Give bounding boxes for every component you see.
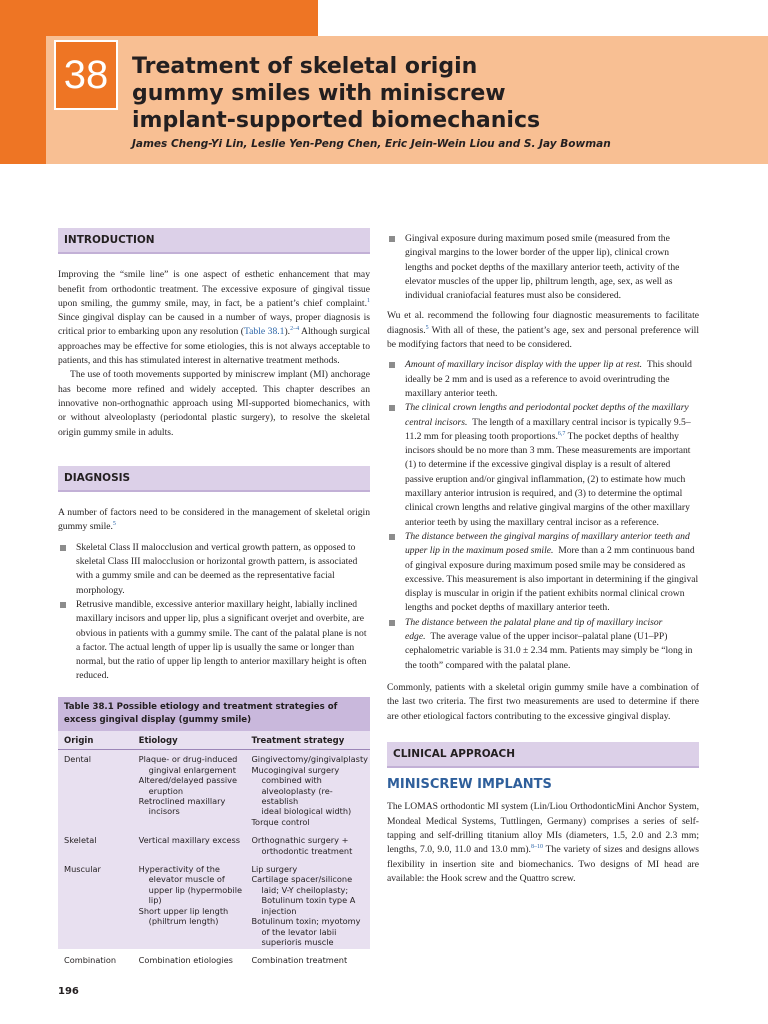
chapter-title-line: Treatment of skeletal origin <box>132 54 478 79</box>
cell-line: elevator muscle of <box>148 874 225 885</box>
header-orange-strip <box>0 0 318 36</box>
intro-text: ). <box>284 326 291 338</box>
chapter-authors: James Cheng-Yi Lin, Leslie Yen-Peng Chen, Eric Jein-Wein Liou and S. Jay Bowman <box>132 138 611 150</box>
right-column <box>387 228 699 886</box>
cell-line: (philtrum length) <box>148 916 219 927</box>
list-item <box>58 598 370 684</box>
treatment-cell <box>245 750 370 831</box>
cell-line: Combination treatment <box>251 955 348 966</box>
measurement-text: The average value of the upper incisor–palatal plane (U1–PP) cephalometric variable is 31.0 ± 2.34 mm. Patients may simply be “long in the tooth” compared with the palatal plane. <box>405 631 693 671</box>
measurement-text: More than a 2 mm continuous band of gingival exposure during maximum posed smile may be considered as excessive. This measurement is also important in determining if the gingival display is muscular in origin if the patient exhibits normal clinical crown lengths and pocket depths of maxillary anterior teeth. <box>405 545 699 614</box>
bullet-icon <box>389 362 395 368</box>
bullet-icon <box>389 620 395 626</box>
measurements-bullet-list <box>387 358 699 673</box>
cell-line: Botulinum toxin type A <box>261 895 356 906</box>
measurement-lead: The distance between the palatal plane and tip of maxillary incisor edge. <box>405 616 663 643</box>
origin-cell: Muscular <box>64 864 101 875</box>
cell-line: Lip surgery <box>251 864 298 875</box>
paragraph-text: The LOMAS orthodontic MI system (Lin/Liou OrthodonticMini Anchor System, Mondeal Medical Systems, Tuttlingen, Germany) comprises a series of self-tapping and self-drilling titanium alloy MIs (diameters, 1.5, 2.0 and 2.3 mm; lengths, 7.0, 9.0, 11.0 and 13.0 mm). <box>387 801 699 856</box>
reference-marker[interactable]: 5 <box>425 324 429 331</box>
table-row <box>58 750 370 831</box>
etiology-cell <box>133 951 246 969</box>
measurement-lead: The clinical crown lengths and periodontal pocket depths of the maxillary central incisors. <box>405 402 689 428</box>
treatment-cell <box>245 860 370 951</box>
bullet-icon <box>60 545 66 551</box>
reference-marker[interactable]: 6,7 <box>557 430 566 437</box>
cell-line: injection <box>261 905 297 916</box>
introduction-paragraph <box>58 268 370 368</box>
factors-bullet-list <box>387 232 699 303</box>
cell-line: combined with <box>261 775 322 786</box>
origin-cell: Combination <box>64 955 117 966</box>
table-38-1 <box>58 697 370 966</box>
cell-line: lip) <box>148 895 162 906</box>
cell-line: Botulinum toxin; myotomy <box>251 916 361 927</box>
cell-line: Short upper lip length <box>138 905 229 916</box>
cell-line: incisors <box>148 806 180 817</box>
cell-line: laid; V-Y cheiloplasty; <box>261 884 349 895</box>
cell-line: Gingivectomy/gingivalplasty <box>251 754 368 765</box>
cell-line: Cartilage spacer/silicone <box>251 874 353 885</box>
clinical-approach-heading: CLINICAL APPROACH <box>387 742 699 768</box>
reference-marker[interactable]: 8–10 <box>530 844 543 851</box>
origin-cell: Dental <box>64 754 92 765</box>
measurement-text: The pocket depths of healthy incisors should be no more than 3 mm. These measurements are important (1) to determine if the excessive gingival display is a result of altered passive eruption and/or gingival inflammation, (2) to estimate how much maxillary anterior intrusion is required, and (3) to determine the optimal clinical crown lengths and relative gingival margins of the other maxillary anterior teeth by using the maxillary central incisor as a reference. <box>405 430 691 528</box>
chapter-title-line: implant-supported biomechanics <box>132 108 541 133</box>
reference-marker[interactable]: 5 <box>112 521 116 528</box>
measurement-text: This should ideally be 2 mm and is used as a reference to avoid overintruding the maxillary anterior teeth. <box>405 359 692 399</box>
cell-line: Retroclined maxillary <box>138 796 226 807</box>
list-item <box>387 358 699 401</box>
chapter-title <box>132 53 692 134</box>
table-38-1-link[interactable]: Table 38.1 <box>243 326 285 338</box>
list-item <box>387 232 699 303</box>
list-item <box>387 401 699 530</box>
diagnosis-bullet-list <box>58 541 370 684</box>
cell-line: Mucogingival surgery <box>251 764 340 775</box>
lomas-paragraph <box>387 800 699 886</box>
cell-line: Torque control <box>251 816 310 827</box>
chapter-number: 38 <box>54 40 118 110</box>
cell-line: Plaque- or drug-induced <box>138 754 238 765</box>
cell-line: orthodontic treatment <box>261 845 353 856</box>
cell-line: of the levator labii <box>261 926 337 937</box>
cell-line: superioris muscle <box>261 936 334 947</box>
cell-line: Orthognathic surgery + <box>251 835 349 846</box>
cell-line: upper lip (hypermobile <box>148 884 243 895</box>
introduction-paragraph: The use of tooth movements supported by miniscrew implant (MI) anchorage has become more refined and widely accepted. This chapter describes an innovative non-orthognathic approach using MI-supported biomechanics, with or without alveoloplasty (periodontal plastic surgery), to resolve the skeletal origin gummy smile in adults. <box>58 369 370 438</box>
bullet-icon <box>389 236 395 242</box>
treatment-cell <box>245 831 370 860</box>
table-row <box>58 860 370 951</box>
etiology-cell <box>133 860 246 951</box>
cell-line: gingival enlargement <box>148 764 236 775</box>
bullet-icon <box>389 534 395 540</box>
paragraph-text: The variety of sizes and designs allows flexibility in insertion site and biomechanics. Two designs of MI head are available: the Hook screw and the Quattro screw. <box>387 844 699 884</box>
list-item <box>58 541 370 598</box>
cell-line: alveoloplasty (re-establish <box>261 785 333 807</box>
table-row <box>58 951 370 969</box>
diagnosis-heading: DIAGNOSIS <box>58 466 370 492</box>
column-header: Origin <box>58 731 133 750</box>
paragraph-text: Wu et al. recommend the following four diagnostic measurements to facilitate diagnosis. <box>387 310 699 336</box>
list-item <box>387 616 699 673</box>
miniscrew-implants-heading: MINISCREW IMPLANTS <box>387 777 552 793</box>
treatment-cell <box>245 951 370 969</box>
bullet-icon <box>389 405 395 411</box>
measurement-lead: The distance between the gingival margins of maxillary anterior teeth and upper lip in the maximum posed smile. <box>405 530 690 557</box>
list-item <box>387 530 699 616</box>
paragraph-text: With all of these, the patient’s age, sex and personal preference will be modifying factors that need to be considered. <box>387 324 699 351</box>
cell-line: Combination etiologies <box>138 955 233 966</box>
list-item-text: Retrusive mandible, excessive anterior maxillary height, labially inclined maxillary incisors and upper lip, plus a significant overjet and overbite, are obvious in patients with a gummy smile. The cant of the palatal plane is not a factor. The actual length of upper lip is usually the same or longer than normal, but the ratio of upper lip length to anterior maxillary height is often reduced. <box>76 598 367 682</box>
etiology-cell <box>133 750 246 831</box>
intro-text: Although surgical approaches may be effective for some etiologies, this is not always acceptable to patients, and this has stimulated interest in alternative treatment methods. <box>58 326 371 367</box>
etiology-table <box>58 731 370 970</box>
reference-marker[interactable]: 2–4 <box>290 326 300 333</box>
diagnosis-text: A number of factors need to be considered in the management of skeletal origin gummy smile. <box>58 507 370 533</box>
list-item-text: Skeletal Class II malocclusion and vertical growth pattern, as opposed to skeletal Class III malocclusion or horizontal growth pattern, is associated with a gummy smile and can be deemed as the representative facial morphology. <box>76 541 358 596</box>
cell-line: Vertical maxillary excess <box>138 835 241 846</box>
cell-line: Altered/delayed passive <box>138 775 238 786</box>
measurement-lead: Amount of maxillary incisor display with the upper lip at rest. <box>405 359 643 371</box>
column-header: Treatment strategy <box>245 731 370 750</box>
table-row <box>58 831 370 860</box>
chapter-title-line: gummy smiles with miniscrew <box>132 81 506 106</box>
table-header-row <box>58 731 370 750</box>
etiology-cell <box>133 831 246 860</box>
page-number: 196 <box>58 986 79 997</box>
header-orange-sidebar <box>0 36 46 164</box>
column-header: Etiology <box>133 731 246 750</box>
table-caption: Table 38.1 Possible etiology and treatment strategies of excess gingival display (gummy smile) <box>58 697 370 731</box>
origin-cell: Skeletal <box>64 835 97 846</box>
cell-line: Hyperactivity of the <box>138 864 220 875</box>
intro-text: Since gingival display can be caused in a number of ways, proper diagnosis is critical prior to embarking upon any resolution ( <box>58 312 370 338</box>
left-column <box>58 228 370 690</box>
reference-marker[interactable]: 1 <box>367 297 370 304</box>
intro-text: Improving the “smile line” is one aspect of esthetic enhancement that may benefit from orthodontic treatment. The excessive exposure of gingival tissue upon smiling, the gummy smile, may, in fact, be a patient’s chief complaint. <box>58 269 370 309</box>
wu-paragraph <box>387 309 699 352</box>
bullet-icon <box>60 602 66 608</box>
diagnosis-paragraph <box>58 506 370 535</box>
introduction-heading: INTRODUCTION <box>58 228 370 254</box>
common-paragraph: Commonly, patients with a skeletal origin gummy smile have a combination of the last two criteria. The first two measurements are used to determine if there are other etiological factors contributing to the excessive gingival display. <box>387 681 699 722</box>
measurement-text: The length of a maxillary central incisor is typically 9.5–11.2 mm for pleasing tooth proportions. <box>405 416 691 442</box>
cell-line: eruption <box>148 785 184 796</box>
cell-line: ideal biological width) <box>261 806 352 817</box>
list-item-text: Gingival exposure during maximum posed smile (measured from the gingival margins to the lower border of the upper lip), clinical crown lengths and pocket depths of the maxillary anterior teeth, activity of the elevator muscles of the upper lip, philtrum length, age, sex, as well as individual craniofacial features must also be considered. <box>405 233 680 302</box>
